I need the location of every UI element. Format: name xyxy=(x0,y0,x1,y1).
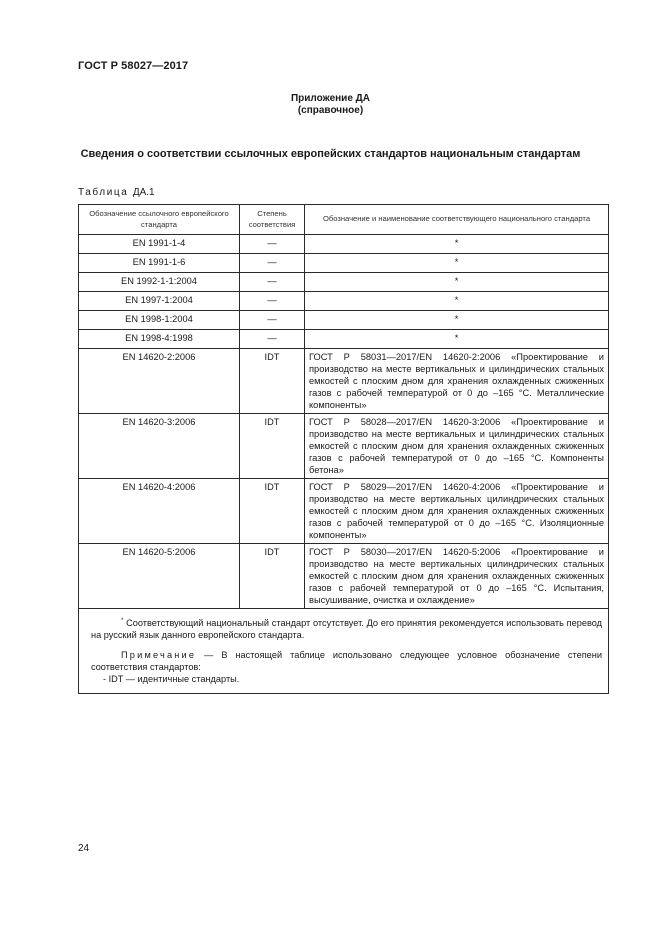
footnote-mark: * xyxy=(121,618,124,624)
cell-degree: IDT xyxy=(240,479,305,544)
cell-standard: EN 14620-2:2006 xyxy=(79,349,240,414)
appendix-subtitle: (справочное) xyxy=(297,105,364,116)
cell-standard: EN 1991-1-6 xyxy=(79,254,240,273)
note-text: — В настоящей таблице использовано следующее условное обозначение степени соответствия стандартов: xyxy=(91,650,602,672)
document-code: ГОСТ Р 58027—2017 xyxy=(78,60,189,72)
table-header-row xyxy=(79,205,609,235)
table-footer-row xyxy=(79,609,609,694)
cell-standard: EN 1991-1-4 xyxy=(79,235,240,254)
standards-table xyxy=(78,204,609,694)
cell-degree: IDT xyxy=(240,414,305,479)
cell-degree: — xyxy=(240,330,305,349)
footnote xyxy=(91,615,602,641)
table-row xyxy=(79,349,609,414)
table-row xyxy=(79,292,609,311)
cell-standard: EN 1998-1:2004 xyxy=(79,311,240,330)
section-title: Сведения о соответствии ссылочных европейских стандартов национальным стандартам xyxy=(80,148,581,160)
cell-national: * xyxy=(305,254,609,273)
table-row xyxy=(79,311,609,330)
table-row xyxy=(79,414,609,479)
note-list-item: - IDT — идентичные стандарты. xyxy=(103,674,240,684)
table-note xyxy=(91,649,602,673)
cell-standard: EN 1997-1:2004 xyxy=(79,292,240,311)
page-number: 24 xyxy=(78,843,90,854)
note-label: Примечание xyxy=(121,650,197,660)
table-row xyxy=(79,330,609,349)
footnote-text: Соответствующий национальный стандарт отсутствует. До его принятия рекомендуется использовать перевод на русский язык данного европейского стандарта. xyxy=(91,618,603,640)
cell-standard: EN 14620-4:2006 xyxy=(79,479,240,544)
table-caption-label: Таблица xyxy=(78,187,129,198)
cell-national: * xyxy=(305,292,609,311)
table-caption xyxy=(78,187,155,198)
cell-national: * xyxy=(305,273,609,292)
cell-standard: EN 1998-4:1998 xyxy=(79,330,240,349)
table-row xyxy=(79,273,609,292)
cell-degree: — xyxy=(240,235,305,254)
table-row xyxy=(79,235,609,254)
cell-national: ГОСТ Р 58029—2017/EN 14620-4:2006 «Проектирование и производство на месте вертикальных цилиндрических стальных емкостей с плоским дном для хранения охлажденных сжиженных газов с рабочей температурой от 0 до –165 °С. Изоляционные компоненты» xyxy=(305,479,609,544)
cell-degree: — xyxy=(240,311,305,330)
cell-national: * xyxy=(305,235,609,254)
cell-standard: EN 14620-5:2006 xyxy=(79,544,240,609)
header-degree: Степень соответствия xyxy=(240,205,305,235)
cell-degree: — xyxy=(240,273,305,292)
cell-degree: IDT xyxy=(240,544,305,609)
table-row xyxy=(79,479,609,544)
header-european-standard: Обозначение ссылочного европейского стандарта xyxy=(79,205,240,235)
cell-national: * xyxy=(305,330,609,349)
table-row xyxy=(79,254,609,273)
cell-national: ГОСТ Р 58031—2017/EN 14620-2:2006 «Проектирование и производство на месте вертикальных и цилиндрических стальных емкостей с плоским дном для хранения охлажденных сжиженных газов с рабочей температурой от 0 до –165 °С. Металлические компоненты» xyxy=(305,349,609,414)
table-caption-number: ДА.1 xyxy=(132,187,155,198)
table-footer xyxy=(79,609,609,694)
appendix-title: Приложение ДА xyxy=(290,93,371,104)
header-national-standard: Обозначение и наименование соответствующего национального стандарта xyxy=(305,205,609,235)
cell-national: * xyxy=(305,311,609,330)
cell-national: ГОСТ Р 58030—2017/EN 14620-5:2006 «Проектирование и производство на месте вертикальных цилиндрических стальных емкостей с плоским дном для хранения охлажденных сжиженных газов с рабочей температурой от 0 до –165 °С. Испытания, высушивание, очистка и охлаждение» xyxy=(305,544,609,609)
cell-standard: EN 1992-1-1:2004 xyxy=(79,273,240,292)
cell-degree: — xyxy=(240,254,305,273)
cell-degree: — xyxy=(240,292,305,311)
cell-standard: EN 14620-3:2006 xyxy=(79,414,240,479)
cell-degree: IDT xyxy=(240,349,305,414)
table-row xyxy=(79,544,609,609)
cell-national: ГОСТ Р 58028—2017/EN 14620-3:2006 «Проектирование и производство на месте вертикальных и цилиндрических стальных емкостей с плоским дном для хранения охлажденных сжиженных газов с рабочей температурой от 0 до –165 °С. Компоненты бетона» xyxy=(305,414,609,479)
